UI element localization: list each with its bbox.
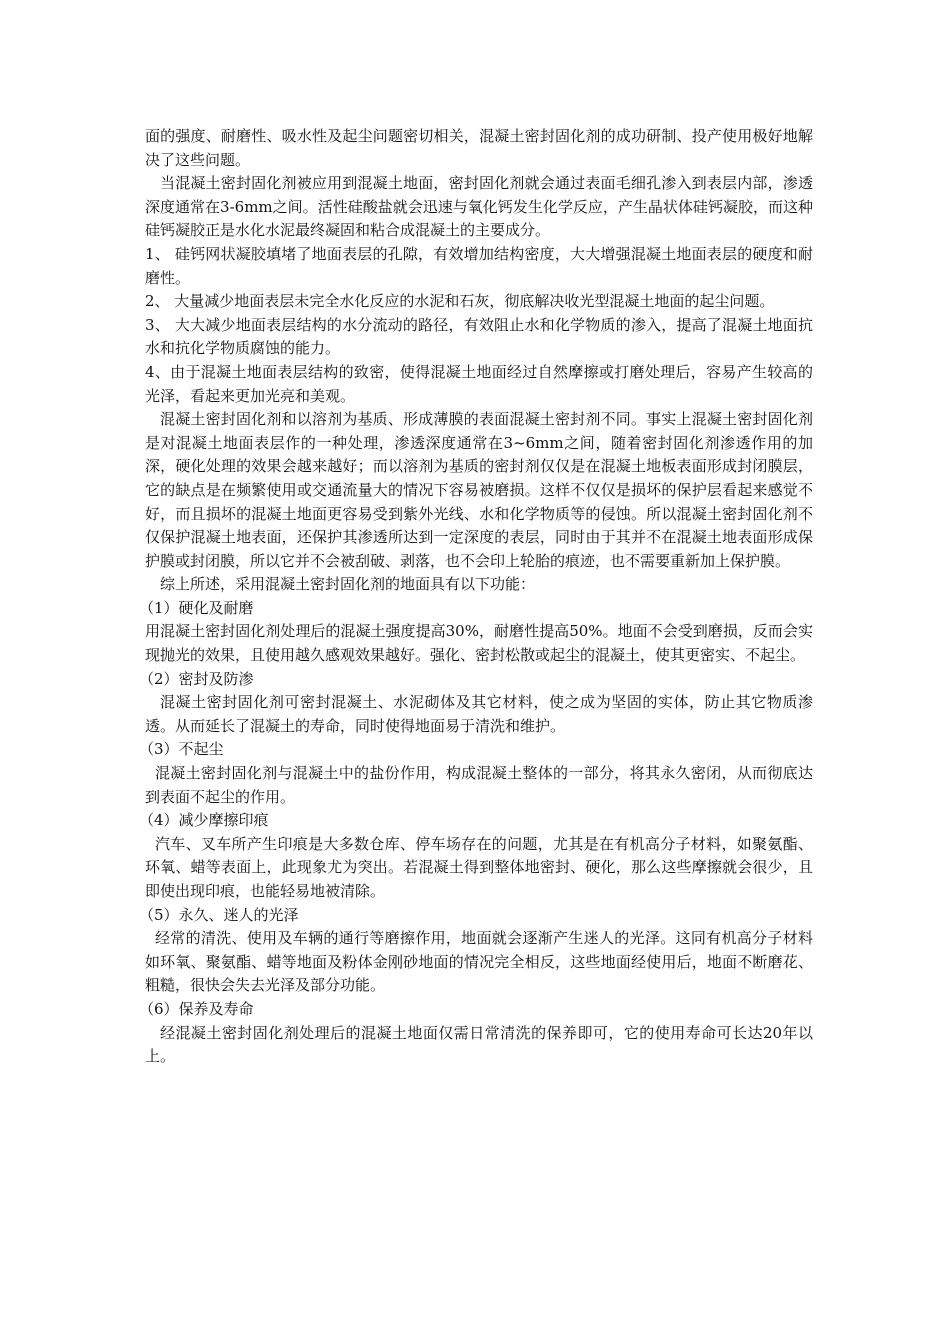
section-heading-1: （1）硬化及耐磨: [139, 598, 254, 617]
section-heading-5: （5）永久、迷人的光泽: [139, 905, 299, 924]
section-heading-3: （3）不起尘: [139, 740, 224, 759]
section-body-4: 汽车、叉车所产生印痕是大多数仓库、停车场存在的问题，尤其是在有机高分子材料，如聚氨酯、环氧、蜡等表面上，此现象尤为突出。若混凝土得到整体地密封、硬化，那么这些摩擦就会很少，且即使出现印痕，也能轻易地被清除。: [145, 834, 813, 900]
list-item-3: 3、 大大减少地面表层结构的水分流动的路径，有效阻止水和化学物质的渗入，提高了混凝土地面抗水和抗化学物质腐蚀的能力。: [145, 315, 813, 358]
paragraph-intro-continuation: 面的强度、耐磨性、吸水性及起尘问题密切相关，混凝土密封固化剂的成功研制、投产使用极好地解决了这些问题。: [145, 127, 813, 169]
section-body-3: 混凝土密封固化剂与混凝土中的盐份作用，构成混凝土整体的一部分，将其永久密闭，从而彻底达到表面不起尘的作用。: [145, 764, 813, 806]
section-heading-2: （2）密封及防渗: [139, 669, 254, 688]
section-body-2: 混凝土密封固化剂可密封混凝土、水泥砌体及其它材料，使之成为坚固的实体，防止其它物质渗透。从而延长了混凝土的寿命，同时使得地面易于清洗和维护。: [145, 693, 813, 735]
list-item-4: 4、由于混凝土地面表层结构的致密，使得混凝土地面经过自然摩擦或打磨处理后，容易产生较高的光泽，看起来更加光亮和美观。: [145, 362, 813, 405]
section-body-5: 经常的清洗、使用及车辆的通行等磨擦作用，地面就会逐渐产生迷人的光泽。这同有机高分子材料如环氧、聚氨酯、蜡等地面及粉体金刚砂地面的情况完全相反，这些地面经使用后，地面不断磨花、粗糙，很快会失去光泽及部分功能。: [145, 929, 813, 995]
paragraph-penetration: 当混凝土密封固化剂被应用到混凝土地面，密封固化剂就会通过表面毛细孔渗入到表层内部，渗透深度通常在3-6mm之间。活性硅酸盐就会迅速与氧化钙发生化学反应，产生晶状体硅钙凝胶，而这种硅钙凝胶正是水化水泥最终凝固和粘合成混凝土的主要成分。: [145, 174, 813, 240]
list-item-1: 1、 硅钙网状凝胶填堵了地面表层的孔隙，有效增加结构密度，大大增强混凝土地面表层的硬度和耐磨性。: [145, 244, 813, 287]
paragraph-summary-intro: 综上所述，采用混凝土密封固化剂的地面具有以下功能：: [160, 575, 536, 594]
section-body-6: 经混凝土密封固化剂处理后的混凝土地面仅需日常清洗的保养即可，它的使用寿命可长达20年以上。: [145, 1023, 813, 1066]
section-heading-6: （6）保养及寿命: [139, 999, 254, 1018]
document-body: [139, 125, 813, 1069]
section-heading-4: （4）减少摩擦印痕: [139, 811, 269, 830]
paragraph-comparison: 混凝土密封固化剂和以溶剂为基质、形成薄膜的表面混凝土密封剂不同。事实上混凝土密封固化剂是对混凝土地面表层作的一种处理，渗透深度通常在3~6mm之间，随着密封固化剂渗透作用的加深，硬化处理的效果会越来越好；而以溶剂为基质的密封剂仅仅是在混凝土地板表面形成封闭膜层，它的缺点是在频繁使用或交通流量大的情况下容易被磨损。这样不仅仅是损坏的保护层看起来感觉不好，而且损坏的混凝土地面更容易受到紫外光线、水和化学物质等的侵蚀。所以混凝土密封固化剂不仅保护混凝土地表面，还保护其渗透所达到一定深度的表层，同时由于其并不在混凝土地表面形成保护膜或封闭膜，所以它并不会被刮破、剥落，也不会印上轮胎的痕迹，也不需要重新加上保护膜。: [145, 410, 813, 570]
section-body-1: 用混凝土密封固化剂处理后的混凝土强度提高30%，耐磨性提高50%。地面不会受到磨损，反而会实现抛光的效果，且使用越久感观效果越好。强化、密封松散或起尘的混凝土，使其更密实、不起尘。: [145, 622, 813, 665]
list-item-2: 2、 大量减少地面表层未完全水化反应的水泥和石灰，彻底解决收光型混凝土地面的起尘问题。: [145, 292, 775, 311]
